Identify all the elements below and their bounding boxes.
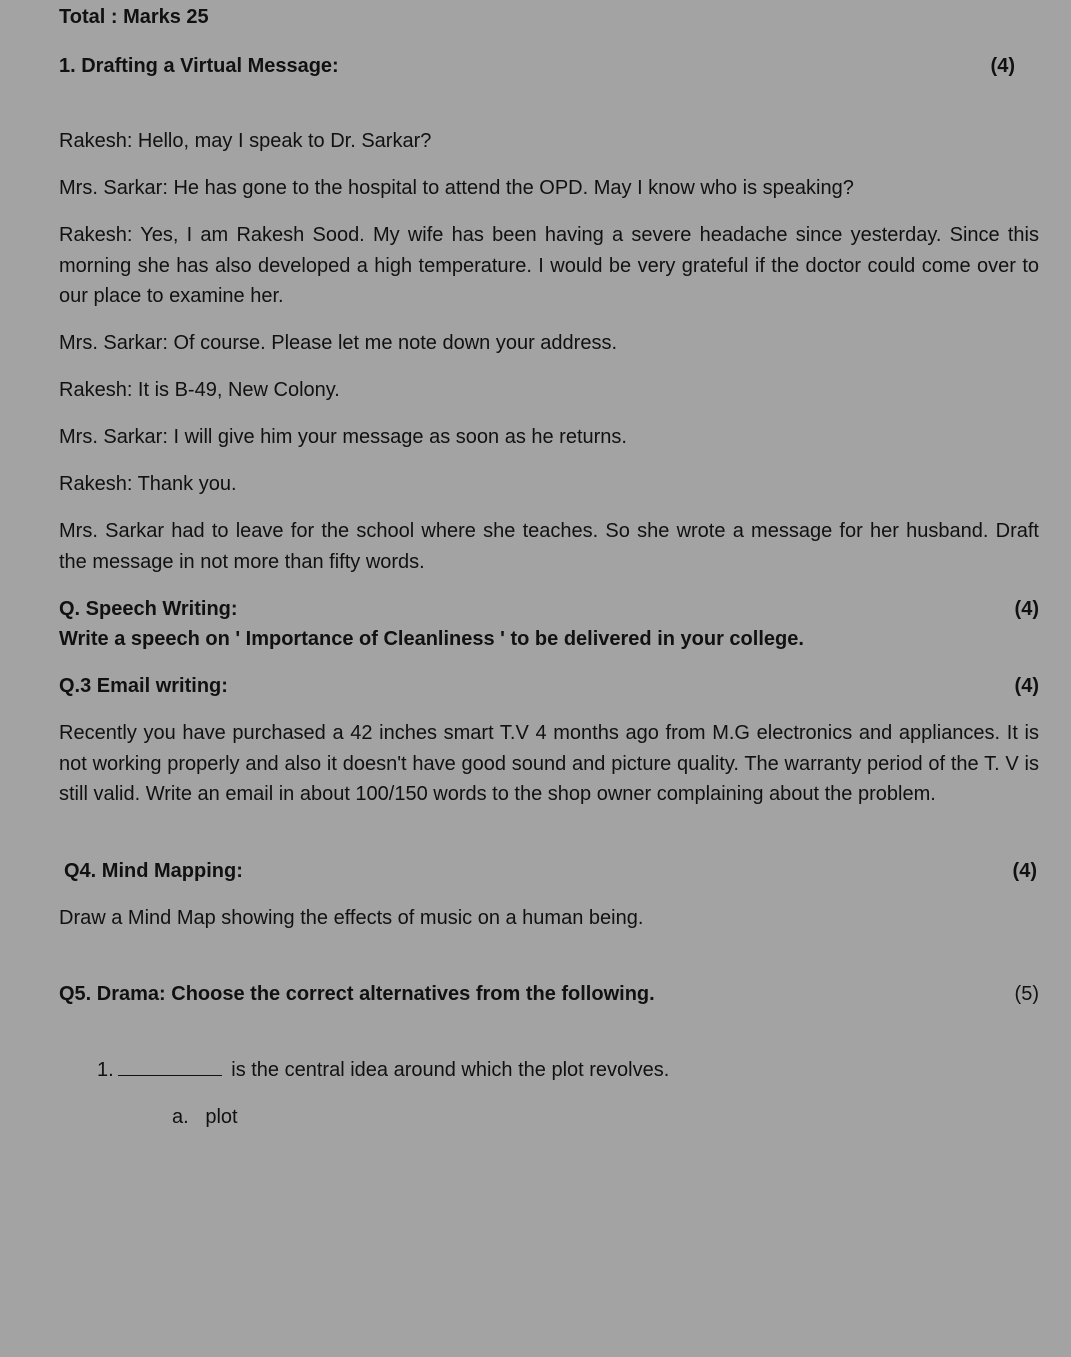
- q3-heading: Q.3 Email writing:: [59, 675, 228, 697]
- dialogue-line-7: Rakesh: Thank you.: [59, 473, 237, 495]
- dialogue-line-3: Rakesh: Yes, I am Rakesh Sood. My wife has been having a severe headache since yesterday. Since this morning she has also developed a high temperature. I would be very grateful if the doctor could come over to our place to examine her.: [59, 224, 1039, 308]
- q5-item-1: [97, 1055, 669, 1085]
- q1-heading: 1. Drafting a Virtual Message:: [59, 55, 339, 77]
- q3-marks: (4): [1014, 675, 1039, 697]
- q1-instruction: Mrs. Sarkar had to leave for the school where she teaches. So she wrote a message for her husband. Draft the message in not more than fifty words.: [59, 520, 1039, 573]
- q2-heading-row: [59, 594, 1039, 624]
- q1-marks: (4): [990, 55, 1015, 77]
- dialogue-line-2: Mrs. Sarkar: He has gone to the hospital to attend the OPD. May I know who is speaking?: [59, 177, 854, 199]
- q2-heading: Q. Speech Writing:: [59, 598, 238, 620]
- q5-marks: (5): [1014, 983, 1039, 1005]
- q5-heading-row: [59, 979, 1039, 1009]
- q5-item-text: is the central idea around which the plot revolves.: [231, 1059, 670, 1081]
- dialogue-line-1: Rakesh: Hello, may I speak to Dr. Sarkar?: [59, 130, 432, 152]
- option-text: plot: [205, 1106, 238, 1128]
- q4-prompt: Draw a Mind Map showing the effects of music on a human being.: [59, 907, 644, 929]
- q5-option-a: [172, 1102, 238, 1132]
- q5-heading: Q5. Drama: Choose the correct alternatives from the following.: [59, 983, 655, 1005]
- dialogue-line-6: Mrs. Sarkar: I will give him your message as soon as he returns.: [59, 426, 627, 448]
- q4-marks: (4): [1012, 860, 1037, 882]
- q3-heading-row: [59, 671, 1039, 701]
- q4-heading-row: [64, 856, 1037, 886]
- q2-prompt: Write a speech on ' Importance of Cleanliness ' to be delivered in your college.: [59, 628, 804, 650]
- q3-prompt: Recently you have purchased a 42 inches smart T.V 4 months ago from M.G electronics and appliances. It is not working properly and also it doesn't have good sound and picture quality. The warranty period of the T. V is still valid. Write an email in about 100/150 words to the shop owner complaining about the problem.: [59, 722, 1039, 806]
- q2-marks: (4): [1014, 598, 1039, 620]
- q5-item-number: 1.: [97, 1059, 114, 1081]
- dialogue-line-4: Mrs. Sarkar: Of course. Please let me note down your address.: [59, 332, 618, 354]
- answer-blank: [118, 1057, 222, 1076]
- q4-heading: Q4. Mind Mapping:: [64, 860, 243, 882]
- dialogue-line-5: Rakesh: It is B-49, New Colony.: [59, 379, 340, 401]
- option-letter: a.: [172, 1106, 189, 1128]
- total-marks: Total : Marks 25: [59, 6, 209, 28]
- q1-heading-row: [59, 51, 1015, 81]
